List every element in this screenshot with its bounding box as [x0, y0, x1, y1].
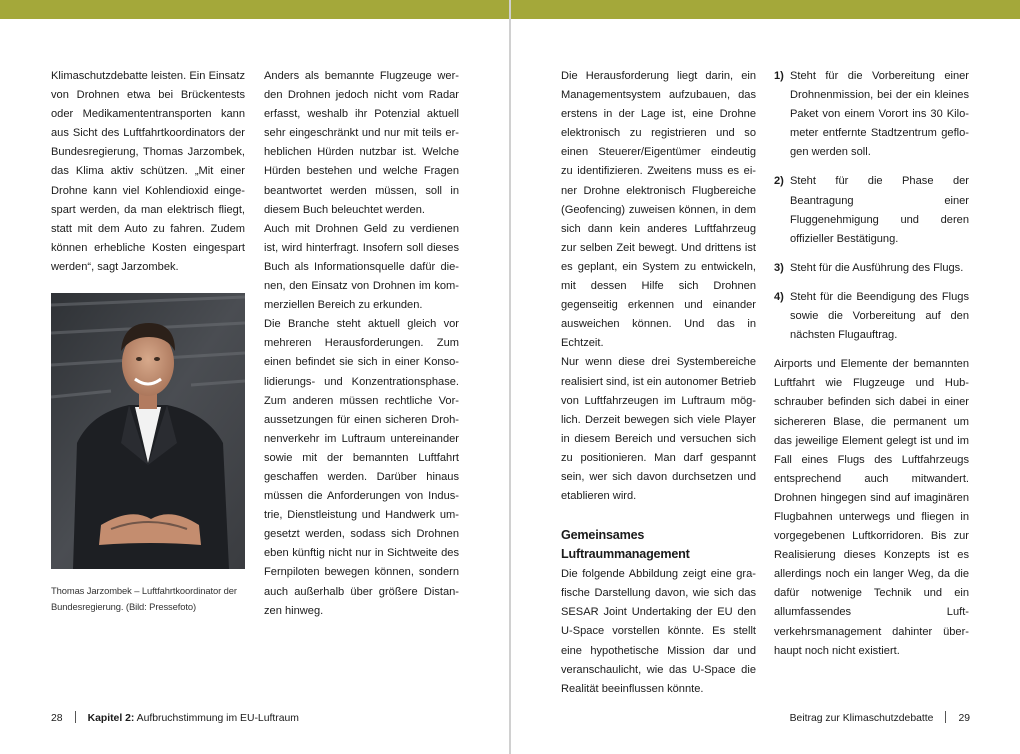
right-footer	[790, 711, 970, 726]
numbered-list	[774, 67, 969, 345]
list-text: Steht für die Vorbereitung einer Drohnenmission, bei der ein kleines Paket von einem Vorort ins 30 Kilometer entfernte Stadtzentrum geflogen werden soll.	[790, 70, 969, 159]
list-number: 4)	[774, 290, 784, 303]
left-column-1	[51, 67, 245, 277]
body-paragraph: Die folgende Abbildung zeigt eine grafische Darstellung davon, wie sich das SESAR Joint Undertaking der EU den U-Space vorstellen könnte. Es stellt eine hypothetische Mission dar und veranschaulicht, wie das U-Space die Realität beeinflussen könnte.	[561, 568, 756, 695]
body-paragraph: Klimaschutzdebatte leisten. Ein Einsatz von Drohnen etwa bei Brückentests oder Medikamententransporten kann aus Sicht des Luftfahrtkoordinators der Bundesregierung, Thomas Jarzombek, das Klima aktiv schützen. „Mit einer Drohne kann viel Kohlendioxid eingespart werden, da man elektrisch fliegt, statt mit dem Auto zu fahren. Zudem können erhebliche Kosten eingespart werden“, sagt Jarzombek.	[51, 70, 245, 273]
list-number: 3)	[774, 261, 784, 274]
footer-divider	[945, 711, 946, 723]
section-heading: Gemeinsames Luftraummanagement	[561, 528, 690, 562]
body-paragraph: Anders als bemannte Flugzeuge werden Drohnen jedoch nicht vom Radar erfasst, weshalb ihr Potenzial aktuell sehr eingeschränkt und nur mit teils erheblichen Hürden nutzbar ist. Welche Hürden bestehen und welche Fragen beantwortet werden müssen, soll in diesem Buch beleuchtet werden.	[264, 70, 459, 216]
list-text: Steht für die Ausführung des Flugs.	[790, 261, 964, 274]
list-item	[774, 172, 969, 248]
page-number: 28	[51, 713, 63, 724]
photo-caption: Thomas Jarzombek – Luftfahrtkoordinator der Bundesregierung. (Bild: Pressefoto)	[51, 585, 237, 612]
list-number: 2)	[774, 175, 784, 188]
list-text: Steht für die Phase der Beantragung einer Fluggenehmigung und deren offizieller Bestätigung.	[790, 175, 969, 245]
chapter-label: Kapitel 2:	[87, 713, 135, 724]
footer-divider	[75, 711, 76, 723]
list-number: 1)	[774, 70, 784, 82]
right-column-2	[774, 67, 969, 661]
accent-bar	[0, 0, 509, 19]
chapter-title: Aufbruchstimmung im EU-Luftraum	[134, 713, 299, 724]
right-page	[511, 0, 1020, 754]
list-item	[774, 288, 969, 345]
body-paragraph: Die Herausforderung liegt darin, ein Managementsystem aufzubauen, das erstens in der Lage ist, eine Drohne elektronisch zu registrieren und so einen Steuerer/Eigentümer eindeutig zu identifizieren. Zweitens muss es einer Drohne elektronisch Flugbereiche (Geofencing) zuweisen können, in dem sich dann kein anderes Luftfahrzeug zur selben Zeit bewegt. Und drittens ist es geplant, ein System zu entwickeln, mit dessen Hilfe sich Drohnen gegenseitig erkennen und einander ausweichen können. Und das in Echtzeit.	[561, 70, 756, 350]
accent-bar	[511, 0, 1020, 19]
list-text: Steht für die Beendigung des Flugs sowie die Vorbereitung auf den nächsten Flugauftrag.	[790, 290, 969, 342]
portrait-photo	[51, 293, 245, 569]
body-paragraph: Nur wenn diese drei Systembereiche realisiert sind, ist ein autonomer Betrieb von Luftfahrzeugen im Luftraum möglich. Derzeit bewegen sich viele Player in diesem Bereich und versuchen sich zu positionieren. Man darf gespannt sein, wer sich davon durchsetzen und etablieren wird.	[561, 356, 756, 503]
section-title: Beitrag zur Klimaschutzdebatte	[789, 713, 934, 724]
body-paragraph: Auch mit Drohnen Geld zu verdienen ist, wird hinterfragt. Insofern soll dieses Buch als Informationsquelle dafür dienen, den Einsatz von Drohnen im kommerziellen Bereich zu erkunden.	[264, 222, 459, 312]
left-column-2	[264, 67, 459, 621]
body-paragraph: Airports und Elemente der bemannten Luftfahrt wie Flugzeuge und Hubschrauber befinden sich dabei in einer sichereren Blase, die permanent um das jeweilige Element gelegt ist und im Fall eines Flugs des Luftfahrzeugs entsprechend auch mitwandert. Drohnen hingegen sind auf imaginären Flugbahnen unterwegs und fliegen in vorgegebenen Luftkorridoren. Bis zur Realisierung dieses Konzepts ist es allerdings noch ein langer Weg, da die dafür notwenige Technik und ein allumfassendes Luftverkehrsmanagement dahinter überhaupt noch nicht existiert.	[774, 358, 969, 657]
list-item	[774, 67, 969, 162]
list-item	[774, 259, 969, 278]
left-page	[0, 0, 509, 754]
body-paragraph: Die Branche steht aktuell gleich vor mehreren Herausforderungen. Zum einen befindet sie sich in einer Konsolidierungs- und Konzentrationsphase. Zum anderen müssen rechtliche Voraussetzungen für einen sicheren Drohnenverkehr im Luftraum untereinander sowie mit der bemannten Luftfahrt geschaffen werden. Darüber hinaus müssen die Anforderungen von Industrie, Dienstleistung und Handwerk umgesetzt werden, sodass sich Drohnen eben künftig nicht nur in Sichtweite des Fernpiloten bewegen können, sondern auch außerhalb über größere Distanzen hinweg.	[264, 318, 459, 617]
right-column-1	[561, 67, 756, 699]
left-footer	[51, 711, 299, 726]
page-number: 29	[958, 713, 970, 724]
